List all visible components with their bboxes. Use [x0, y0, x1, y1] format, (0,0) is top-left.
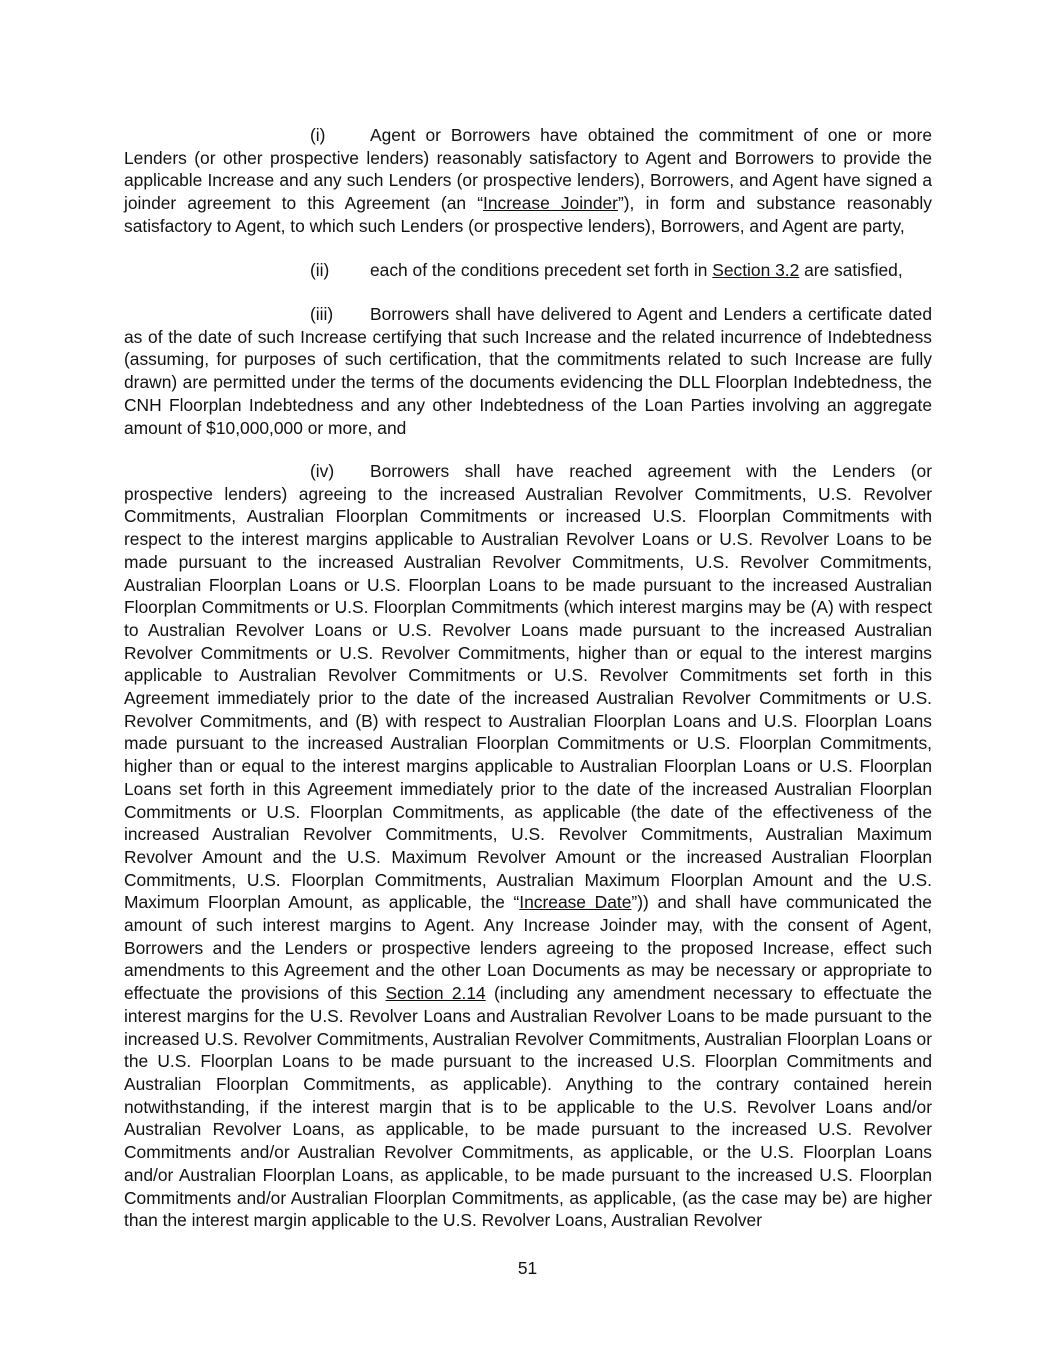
defined-term-increase-joinder: Increase Joinder: [483, 193, 618, 214]
paragraph-text: Borrowers shall have reached agreement with the Lenders (or prospective lenders) agreeing to the increased Australian Revolver Commitments, U.S. Revolver Commitments, Australian Floorplan Commitments or increased U.S. Floorplan Commitments with respect to the interest margins applicable to Australian Revolver Loans or U.S. Revolver Loans to be made pursuant to the increased Australian Revolver Commitments, U.S. Revolver Commitments, Australian Floorplan Loans or U.S. Floorplan Loans to be made pursuant to the increased Australian Floorplan Commitments or U.S. Floorplan Commitments (which interest margins may be (A) with respect to Australian Revolver Loans or U.S. Revolver Loans made pursuant to the increased Australian Revolver Commitments or U.S. Revolver Commitments, higher than or equal to the interest margins applicable to Australian Revolver Commitments or U.S. Revolver Commitments set forth in this Agreement immediately prior to the date of the increased Australian Revolver Commitments or U.S. Revolver Commitments, and (B) with respect to Australian Floorplan Loans and U.S. Floorplan Loans made pursuant to the increased Australian Floorplan Commitments or U.S. Floorplan Commitments, higher than or equal to the interest margins applicable to Australian Floorplan Loans or U.S. Floorplan Loans set forth in this Agreement immediately prior to the date of the increased Australian Floorplan Commitments or U.S. Floorplan Commitments, as applicable (the date of the effectiveness of the increased Australian Revolver Commitments, U.S. Revolver Commitments, Australian Maximum Revolver Amount and the U.S. Maximum Revolver Amount or the increased Australian Floorplan Commitments, U.S. Floorplan Commitments, Australian Maximum Floorplan Amount and the U.S. Maximum Floorplan Amount, as applicable, the “: [124, 461, 932, 913]
paragraph-iii: [124, 303, 932, 439]
paragraph-text: (including any amendment necessary to effectuate the interest margins for the U.S. Revolver Loans and Australian Revolver Loans to be made pursuant to the increased U.S. Revolver Commitments, Australian Revolver Commitments, Australian Floorplan Loans or the U.S. Floorplan Loans to be made pursuant to the increased U.S. Floorplan Commitments and Australian Floorplan Commitments, as applicable). Anything to the contrary contained herein notwithstanding, if the interest margin that is to be applicable to the U.S. Revolver Loans and/or Australian Revolver Loans, as applicable, to be made pursuant to the increased U.S. Revolver Commitments and/or Australian Revolver Commitments, as applicable, or the U.S. Floorplan Loans and/or Australian Floorplan Loans, as applicable, to be made pursuant to the increased U.S. Floorplan Commitments and/or Australian Floorplan Commitments, as applicable, (as the case may be) are higher than the interest margin applicable to the U.S. Revolver Loans, Australian Revolver: [124, 983, 932, 1231]
page-number: 51: [517, 1258, 538, 1278]
paragraph-text: are satisfied,: [799, 260, 903, 280]
paragraph-ii: [124, 259, 932, 282]
paragraph-number: (ii): [310, 260, 330, 280]
paragraph-number: (i): [310, 125, 326, 145]
paragraph-text: Agent or Borrowers have obtained the commitment of one or more Lenders (or other prospective lenders) reasonably satisfactory to Agent and Borrowers to provide the applicable Increase and any such Lenders (or prospective lenders), Borrowers, and Agent have signed a joinder agreement to this Agreement (an “: [124, 125, 932, 214]
paragraph-text: Borrowers shall have delivered to Agent and Lenders a certificate dated as of the date of such Increase certifying that such Increase and the related incurrence of Indebtedness (assuming, for purposes of such certification, that the commitments related to such Increase are fully drawn) are permitted under the terms of the documents evidencing the DLL Floorplan Indebtedness, the CNH Floorplan Indebtedness and any other Indebtedness of the Loan Parties involving an aggregate amount of $10,000,000 or more, and: [124, 304, 932, 438]
section-reference-3-2: Section 3.2: [712, 260, 800, 280]
paragraph-number: (iv): [310, 461, 335, 481]
paragraph-number: (iii): [310, 304, 334, 324]
paragraph-text: ”)) and shall have communicated the amount of such interest margins to Agent. Any Increase Joinder may, with the consent of Agent, Borrowers and the Lenders or prospective lenders agreeing to the proposed Increase, effect such amendments to this Agreement and the other Loan Documents as may be necessary or appropriate to effectuate the provisions of this: [124, 892, 932, 1004]
section-reference-2-14: Section 2.14: [385, 983, 486, 1004]
paragraph-i: [124, 124, 932, 238]
paragraph-text: ”), in form and substance reasonably satisfactory to Agent, to which such Lenders (or prospective lenders), Borrowers, and Agent are party,: [124, 193, 932, 236]
defined-term-increase-date: Increase Date: [519, 892, 632, 913]
paragraph-text: each of the conditions precedent set forth in: [370, 260, 713, 280]
paragraph-iv: [124, 460, 932, 1232]
